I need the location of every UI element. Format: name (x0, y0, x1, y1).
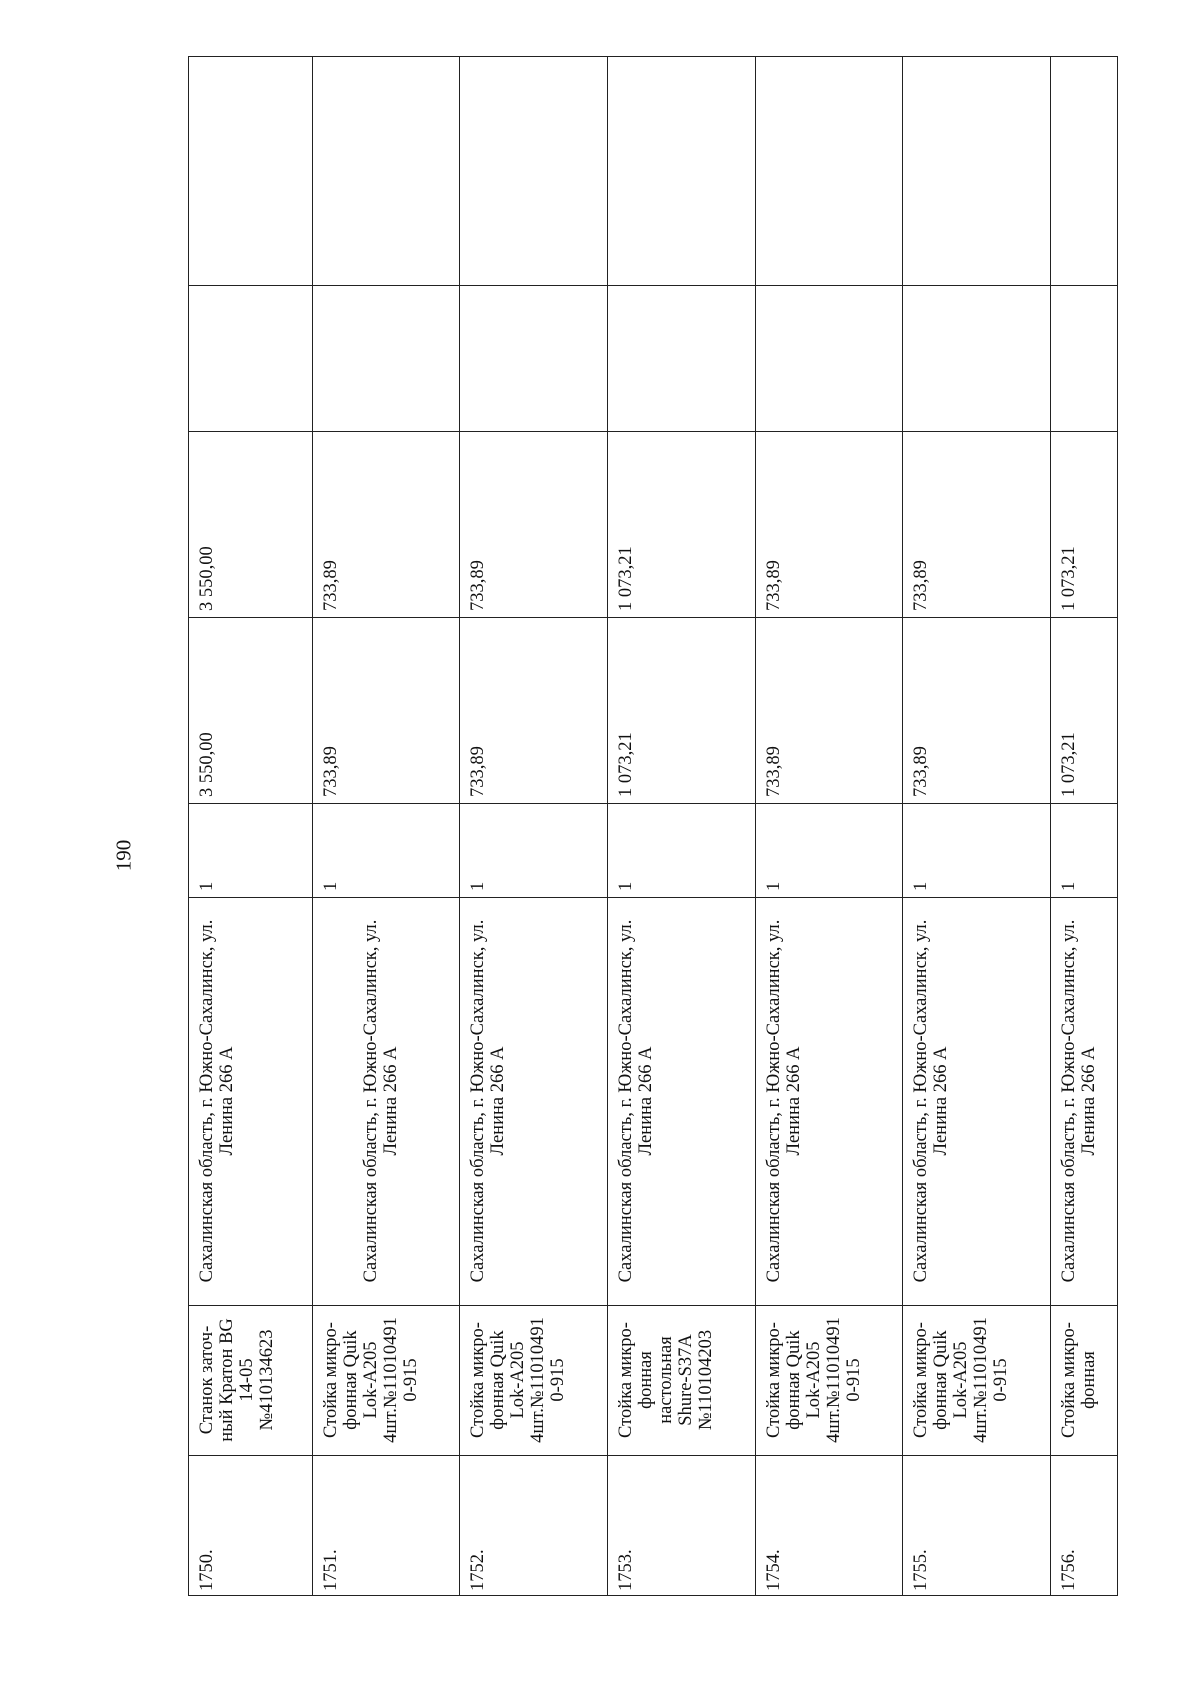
cell-address-text: Сахалинская область, г. Южно-Сахалинск, ул. Ленина 266 А (911, 919, 952, 1283)
page-number-text: 190 (111, 839, 136, 871)
cell-value2 (903, 431, 1050, 617)
cell-value2-text: 3 550,00 (197, 546, 217, 611)
cell-col7 (903, 285, 1050, 431)
table-row (608, 57, 756, 1595)
cell-value2-text: 733,89 (763, 560, 784, 611)
inventory-table (188, 56, 1118, 1596)
cell-address (313, 897, 460, 1305)
table-row (460, 57, 608, 1595)
cell-value1-text: 733,89 (763, 746, 784, 797)
cell-qty (1051, 803, 1117, 897)
cell-name-text: Стойка микро- фонная Quik Lok-A205 4шт.№11010491 0-915 (468, 1317, 569, 1443)
cell-col7 (189, 285, 312, 431)
cell-name-text: Стойка микро- фонная Quik Lok-A205 4шт.№11010491 0-915 (320, 1317, 421, 1443)
cell-value2-text: 733,89 (468, 560, 489, 611)
cell-qty-text: 1 (1059, 881, 1080, 891)
cell-qty-text: 1 (320, 881, 341, 891)
cell-name-text: Стойка микро- фонная Quik Lok-A205 4шт.№11010491 0-915 (911, 1317, 1012, 1443)
cell-num-text: 1750. (197, 1549, 217, 1591)
cell-value1 (313, 617, 460, 803)
cell-value1 (756, 617, 903, 803)
table-row (1051, 57, 1117, 1595)
cell-name (903, 1305, 1050, 1455)
cell-qty-text: 1 (197, 881, 217, 891)
cell-value2 (460, 431, 607, 617)
table-row (313, 57, 461, 1595)
cell-value1 (608, 617, 755, 803)
cell-qty (189, 803, 312, 897)
cell-address-text: Сахалинская область, г. Южно-Сахалинск, ул. Ленина 266 А (1059, 919, 1100, 1283)
cell-name (756, 1305, 903, 1455)
cell-value2 (608, 431, 755, 617)
cell-value2 (756, 431, 903, 617)
cell-qty (460, 803, 607, 897)
cell-num (608, 1455, 755, 1597)
cell-value1 (189, 617, 312, 803)
cell-value2 (189, 431, 312, 617)
cell-address (756, 897, 903, 1305)
cell-qty-text: 1 (468, 881, 489, 891)
cell-num (460, 1455, 607, 1597)
cell-value1 (903, 617, 1050, 803)
cell-num-text: 1755. (911, 1549, 932, 1591)
cell-num-text: 1756. (1059, 1549, 1080, 1591)
cell-qty-text: 1 (911, 881, 932, 891)
cell-name (1051, 1305, 1117, 1455)
cell-address-text: Сахалинская область, г. Южно-Сахалинск, ул. Ленина 266 А (360, 919, 401, 1283)
cell-name (313, 1305, 460, 1455)
cell-name-text: Стойка микро- фонная настольная Shure-S37A №110104203 (616, 1322, 717, 1438)
cell-value1-text: 1 073,21 (1059, 732, 1080, 797)
cell-num-text: 1754. (763, 1549, 784, 1591)
cell-address-text: Сахалинская область, г. Южно-Сахалинск, ул. Ленина 266 А (468, 919, 509, 1283)
cell-address-text: Сахалинская область, г. Южно-Сахалинск, ул. Ленина 266 А (197, 919, 237, 1283)
cell-name (189, 1305, 312, 1455)
cell-col8 (608, 57, 755, 285)
cell-qty (756, 803, 903, 897)
cell-col8 (460, 57, 607, 285)
cell-value1 (1051, 617, 1117, 803)
cell-col7 (313, 285, 460, 431)
cell-address (608, 897, 755, 1305)
cell-value2-text: 733,89 (320, 560, 341, 611)
cell-address (903, 897, 1050, 1305)
cell-address-text: Сахалинская область, г. Южно-Сахалинск, ул. Ленина 266 А (616, 919, 657, 1283)
cell-value2-text: 1 073,21 (1059, 546, 1080, 611)
cell-value1 (460, 617, 607, 803)
cell-num (313, 1455, 460, 1597)
cell-address (189, 897, 312, 1305)
cell-address (1051, 897, 1117, 1305)
cell-name-text: Стойка микро- фонная (1059, 1322, 1100, 1438)
cell-col8 (189, 57, 312, 285)
cell-value2 (313, 431, 460, 617)
cell-value1-text: 3 550,00 (197, 732, 217, 797)
cell-value2-text: 733,89 (911, 560, 932, 611)
cell-name (608, 1305, 755, 1455)
cell-value1-text: 733,89 (911, 746, 932, 797)
cell-num (189, 1455, 312, 1597)
cell-col8 (756, 57, 903, 285)
table-row (756, 57, 904, 1595)
cell-num-text: 1753. (616, 1549, 637, 1591)
cell-col7 (756, 285, 903, 431)
cell-address-text: Сахалинская область, г. Южно-Сахалинск, ул. Ленина 266 А (763, 919, 804, 1283)
cell-value2-text: 1 073,21 (616, 546, 637, 611)
cell-qty-text: 1 (763, 881, 784, 891)
cell-num (903, 1455, 1050, 1597)
cell-value2 (1051, 431, 1117, 617)
cell-address (460, 897, 607, 1305)
cell-value1-text: 733,89 (320, 746, 341, 797)
cell-name (460, 1305, 607, 1455)
cell-col8 (1051, 57, 1117, 285)
cell-col8 (313, 57, 460, 285)
cell-num (756, 1455, 903, 1597)
cell-col7 (1051, 285, 1117, 431)
cell-value1-text: 1 073,21 (616, 732, 637, 797)
cell-col7 (608, 285, 755, 431)
table-row (903, 57, 1051, 1595)
cell-qty (608, 803, 755, 897)
cell-qty (313, 803, 460, 897)
cell-value1-text: 733,89 (468, 746, 489, 797)
cell-name-text: Станок заточ- ный Кратон BG 14-05 №410134623 (197, 1318, 277, 1442)
cell-num (1051, 1455, 1117, 1597)
cell-qty-text: 1 (616, 881, 637, 891)
cell-col8 (903, 57, 1050, 285)
page-number (112, 825, 136, 885)
cell-num-text: 1752. (468, 1549, 489, 1591)
cell-num-text: 1751. (320, 1549, 341, 1591)
cell-name-text: Стойка микро- фонная Quik Lok-A205 4шт.№11010491 0-915 (763, 1317, 864, 1443)
table-row (189, 57, 313, 1595)
cell-qty (903, 803, 1050, 897)
cell-col7 (460, 285, 607, 431)
